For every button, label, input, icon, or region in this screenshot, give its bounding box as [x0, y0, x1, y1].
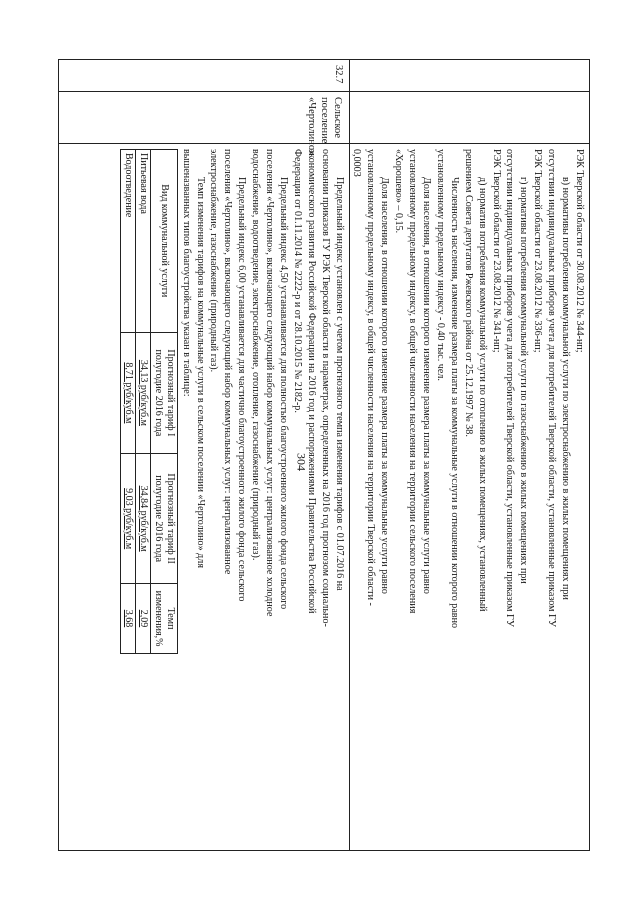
cell-description	[59, 144, 350, 851]
tariff-h2: 9,03 руб/куб.м	[120, 454, 135, 584]
settlement-name-line: поселение	[318, 97, 330, 144]
text-line: РЭК Тверской области от 23.08.2012 № 341-нп;	[490, 149, 502, 353]
cell-name-empty	[349, 92, 589, 144]
main-table	[58, 59, 590, 851]
text-line: «Хорошево» – 0,15.	[393, 149, 405, 234]
text-line: Темп изменения тарифов на коммунальные услуги в сельском поселении «Чертолино» для	[194, 177, 206, 568]
text-line: основании приказов ГУ РЭК Тверской области в параметрах, определенных на 2016 год прогнозом социально-	[319, 149, 331, 627]
header-change-rate: Темп изменения,%	[150, 584, 177, 654]
settlement-name-line: Сельское	[331, 97, 343, 139]
change-rate: 2,09	[135, 584, 150, 654]
tariff-table-header	[150, 150, 177, 654]
previous-description-text	[350, 144, 589, 850]
tariff-table	[120, 149, 178, 654]
text-line: г) нормативы потребления коммунальной услуги по газоснабжению в жилых помещениях при	[518, 177, 530, 584]
text-line: Предельный индекс 6,00 устанавливается для частично благоустроенного жилого фонда сельского	[236, 177, 248, 602]
row-number: 32.7	[332, 65, 344, 84]
settlement-name-line: «Чертолино»	[305, 97, 317, 156]
text-line: поселения «Чертолино», включающего следующий набор коммунальных услуг: централизованное холодное	[264, 149, 276, 617]
cell-description	[349, 144, 589, 851]
tariff-h2: 34,84 руб/куб.м	[135, 454, 150, 584]
text-line: РЭК Тверской области от 30.08.2012 № 344-нп;	[574, 149, 585, 353]
text-line: Предельный индекс установлен с учетом прогнозного темпа изменения тарифов с 01.07.2016 на	[333, 177, 345, 591]
text-line: экономического развития Российской Федерации на 2016 год и распоряжениями Правительства Российской	[305, 149, 317, 614]
text-line: Предельный индекс 4,50 устанавливается для полностью благоустроенного жилого фонда сельского	[277, 177, 289, 610]
text-line: вышеназванных типов благоустройства указан в таблице:	[180, 149, 192, 397]
table-row-previous	[349, 60, 589, 851]
text-line: Федерации от 01.11.2014 № 2222-р и от 28.10.2015 № 2182-р.	[291, 149, 303, 413]
change-rate: 3,68	[120, 584, 135, 654]
header-tariff-h2: Прогнозный тариф II полугодие 2016 года	[150, 454, 177, 584]
text-line: электроснабжение, газоснабжение (природный газ).	[208, 149, 220, 373]
text-line: д) норматив потребления коммунальной услуги по отоплению в жилых помещениях, установленный	[476, 177, 488, 612]
text-line: отсутствии индивидуальных приборов учета для потребителей Тверской области, установленные приказом ГУ	[546, 149, 558, 628]
text-line: установленному предельному индексу, в общей численности населения на территории Тверской области -	[365, 149, 377, 606]
tariff-h1: 8,71 руб/куб.м	[120, 332, 135, 454]
text-line: Доля населения, в отношении которого изменение размера платы за коммунальные услуги равно	[379, 177, 391, 594]
service-name: Питьевая вода	[135, 150, 150, 333]
text-line: Доля населения, в отношении которого изменение размера платы за коммунальные услуги равно	[421, 177, 433, 594]
text-line: установленному предельному индексу, в общей численности населения на территории сельского поселения	[407, 149, 419, 614]
header-tariff-h1: Прогнозный тариф I полугодие 2016 года	[150, 332, 177, 454]
text-line: установленному предельному индексу - 0,40 тыс. чел.	[434, 149, 446, 381]
row-description-text	[179, 144, 349, 850]
text-line: водоснабжение, водоотведение, электроснабжение, отопление, газоснабжение (природный газ).	[250, 149, 262, 561]
service-name: Водоотведение	[120, 150, 135, 333]
page-number: 304	[294, 453, 309, 471]
text-line: РЭК Тверской области от 23.08.2012 № 336-нп;	[532, 149, 544, 353]
header-service: Вид коммунальной услуги	[150, 150, 177, 333]
tariff-row	[135, 150, 150, 654]
text-line: в) нормативы потребления коммунальной услуги по электроснабжению в жилых помещениях при	[560, 177, 572, 600]
document-page	[58, 59, 590, 851]
text-line: Численность населения, изменение размера платы за коммунальные услуги в отношении которого равно	[448, 177, 460, 629]
cell-number	[59, 60, 350, 92]
table-row-32-7	[59, 60, 350, 851]
cell-number-empty	[349, 60, 589, 92]
text-line: решением Совета депутатов Ржевского района от 25.12.1997 № 38.	[462, 149, 474, 437]
text-line: 0,0003	[351, 149, 363, 177]
text-line: отсутствии индивидуальных приборов учета для потребителей Тверской области, установленные приказом ГУ	[504, 149, 516, 628]
settlement-name	[305, 92, 349, 156]
text-line: поселения «Чертолино», включающего следующий набор коммунальных услуг: централизованное	[222, 149, 234, 575]
cell-settlement-name	[59, 92, 350, 156]
tariff-h1: 34,13 руб/куб.м	[135, 332, 150, 454]
tariff-row	[120, 150, 135, 654]
